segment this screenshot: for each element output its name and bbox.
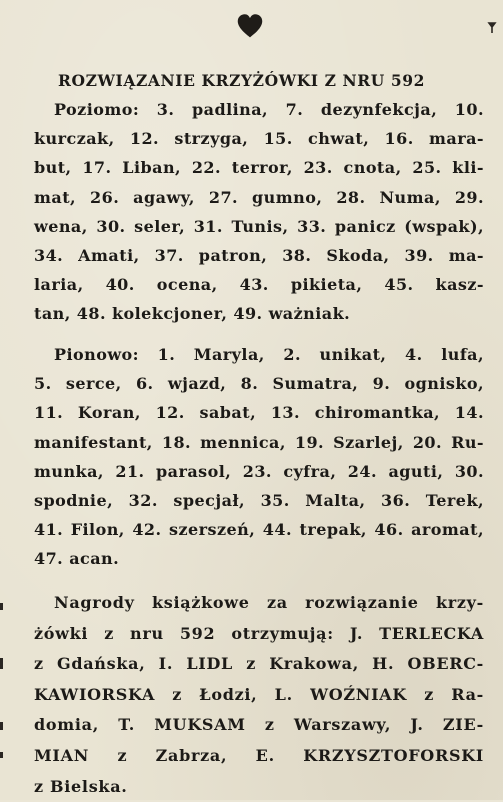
edge-mark (0, 658, 3, 669)
text-line: munka, 21. parasol, 23. cyfra, 24. aguti, 30. (34, 461, 484, 481)
text-line: mat, 26. agawy, 27. gumno, 28. Numa, 29. (34, 187, 484, 207)
text-line: domia, T. MUKSAM z Warszawy, J. ZIE- (34, 715, 484, 735)
text-line: MIAN z Zabrza, E. KRZYSZTOFORSKI (34, 745, 484, 765)
text-line: 5. serce, 6. wjazd, 8. Sumatra, 9. ognisko, (34, 374, 484, 394)
section-nagrody (34, 588, 484, 802)
text-line (34, 95, 484, 124)
text-line: 47. acan. (34, 549, 120, 569)
text-line: 11. Koran, 12. sabat, 13. chiromantka, 14. (34, 403, 484, 423)
text-line: Nagrody książkowe za rozwiązanie krzy- (54, 593, 484, 612)
text-line (34, 340, 484, 369)
text-line: but, 17. Liban, 22. terror, 23. cnota, 25. kli- (34, 158, 484, 178)
text-line: żówki z nru 592 otrzymują: J. TERLECKA (34, 623, 484, 643)
poziomo-label: Poziomo: (54, 100, 140, 119)
text-line: tan, 48. kolekcjoner, 49. ważniak. (34, 304, 351, 324)
corner-mark-icon (487, 22, 497, 34)
text-fragment: 1. Maryla, 2. unikat, 4. lufa, (139, 345, 484, 364)
text-line: kurczak, 12. strzyga, 15. chwat, 16. mara- (34, 129, 484, 149)
pionowo-label: Pionowo: (54, 345, 140, 364)
text-line: manifestant, 18. mennica, 19. Szarlej, 20. Ru- (34, 432, 484, 452)
text-line: KAWIORSKA z Łodzi, L. WOŹNIAK z Ra- (34, 684, 484, 704)
text-fragment: 3. padlina, 7. dezynfekcja, 10. (139, 100, 484, 119)
text-line: 41. Filon, 42. szerszeń, 44. trepak, 46. aromat, (34, 520, 484, 540)
text-line: z Bielska. (34, 776, 128, 796)
text-line: z Gdańska, I. LIDL z Krakowa, H. OBERC- (34, 654, 484, 674)
text-line: spodnie, 32. specjał, 35. Malta, 36. Terek, (34, 490, 484, 510)
section-pionowo (34, 340, 484, 574)
section-poziomo (34, 95, 484, 329)
edge-mark (0, 603, 3, 610)
edge-mark (0, 752, 3, 758)
edge-mark (0, 722, 3, 730)
text-line: 34. Amati, 37. patron, 38. Skoda, 39. ma- (34, 245, 484, 265)
heart-icon (236, 12, 264, 40)
text-line: wena, 30. seler, 31. Tunis, 33. panicz (wspak), (34, 216, 484, 236)
text-line: laria, 40. ocena, 43. pikieta, 45. kasz- (34, 275, 484, 295)
page-title: ROZWIĄZANIE KRZYŻÓWKI Z NRU 592 (58, 71, 426, 90)
